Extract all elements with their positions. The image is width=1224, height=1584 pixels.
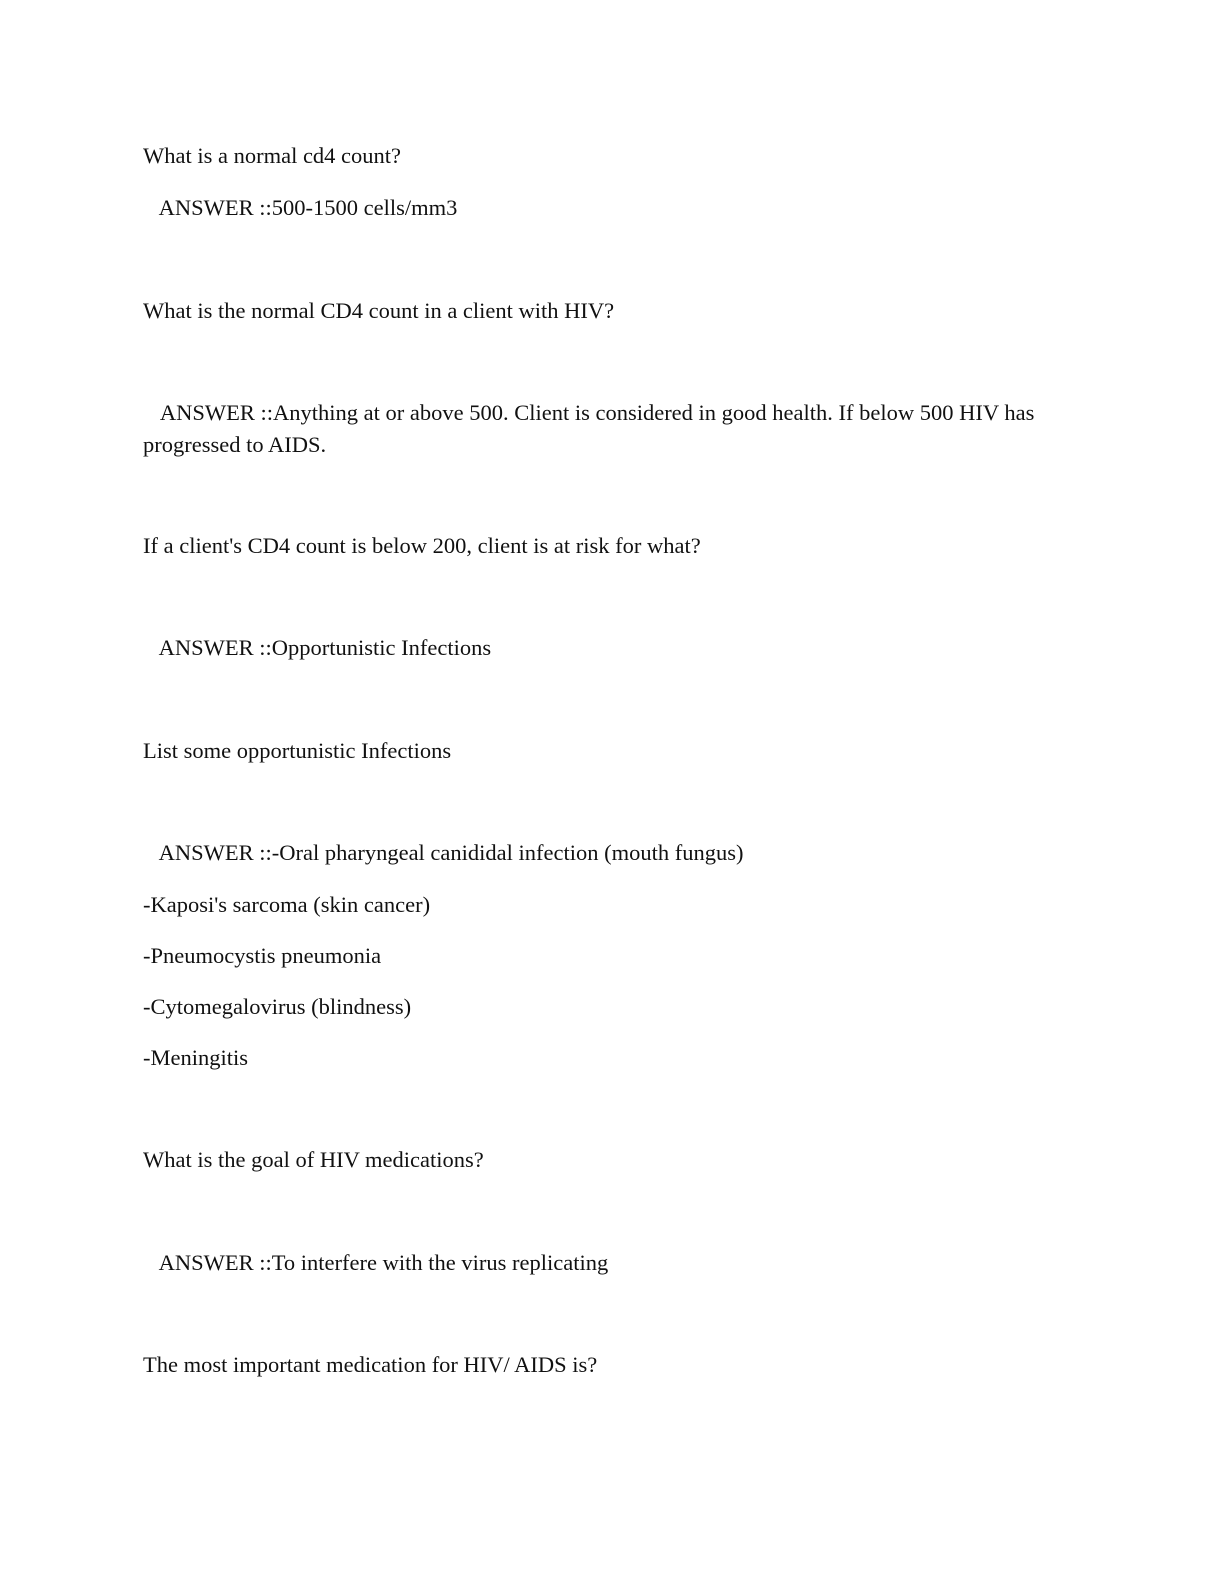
answer-5: ANSWER ::To interfere with the virus replicating [143,1250,609,1275]
answer-4-item: -Kaposi's sarcoma (skin cancer) [143,892,431,917]
question-4: List some opportunistic Infections [143,738,452,763]
question-6: The most important medication for HIV/ AIDS is? [143,1352,598,1377]
answer-4: ANSWER ::-Oral pharyngeal canididal infection (mouth fungus) [143,840,744,865]
answer-2: ANSWER ::Anything at or above 500. Client is considered in good health. If below 500 HIV has progressed to AIDS. [143,400,1040,457]
answer-4-item: -Pneumocystis pneumonia [143,943,382,968]
answer-4-item: -Cytomegalovirus (blindness) [143,994,412,1019]
answer-1: ANSWER ::500-1500 cells/mm3 [143,195,458,220]
question-3: If a client's CD4 count is below 200, client is at risk for what? [143,533,701,558]
answer-3: ANSWER ::Opportunistic Infections [143,635,492,660]
answer-4-item: -Meningitis [143,1045,248,1070]
question-2: What is the normal CD4 count in a client with HIV? [143,298,615,323]
question-5: What is the goal of HIV medications? [143,1147,484,1172]
question-1: What is a normal cd4 count? [143,143,402,168]
